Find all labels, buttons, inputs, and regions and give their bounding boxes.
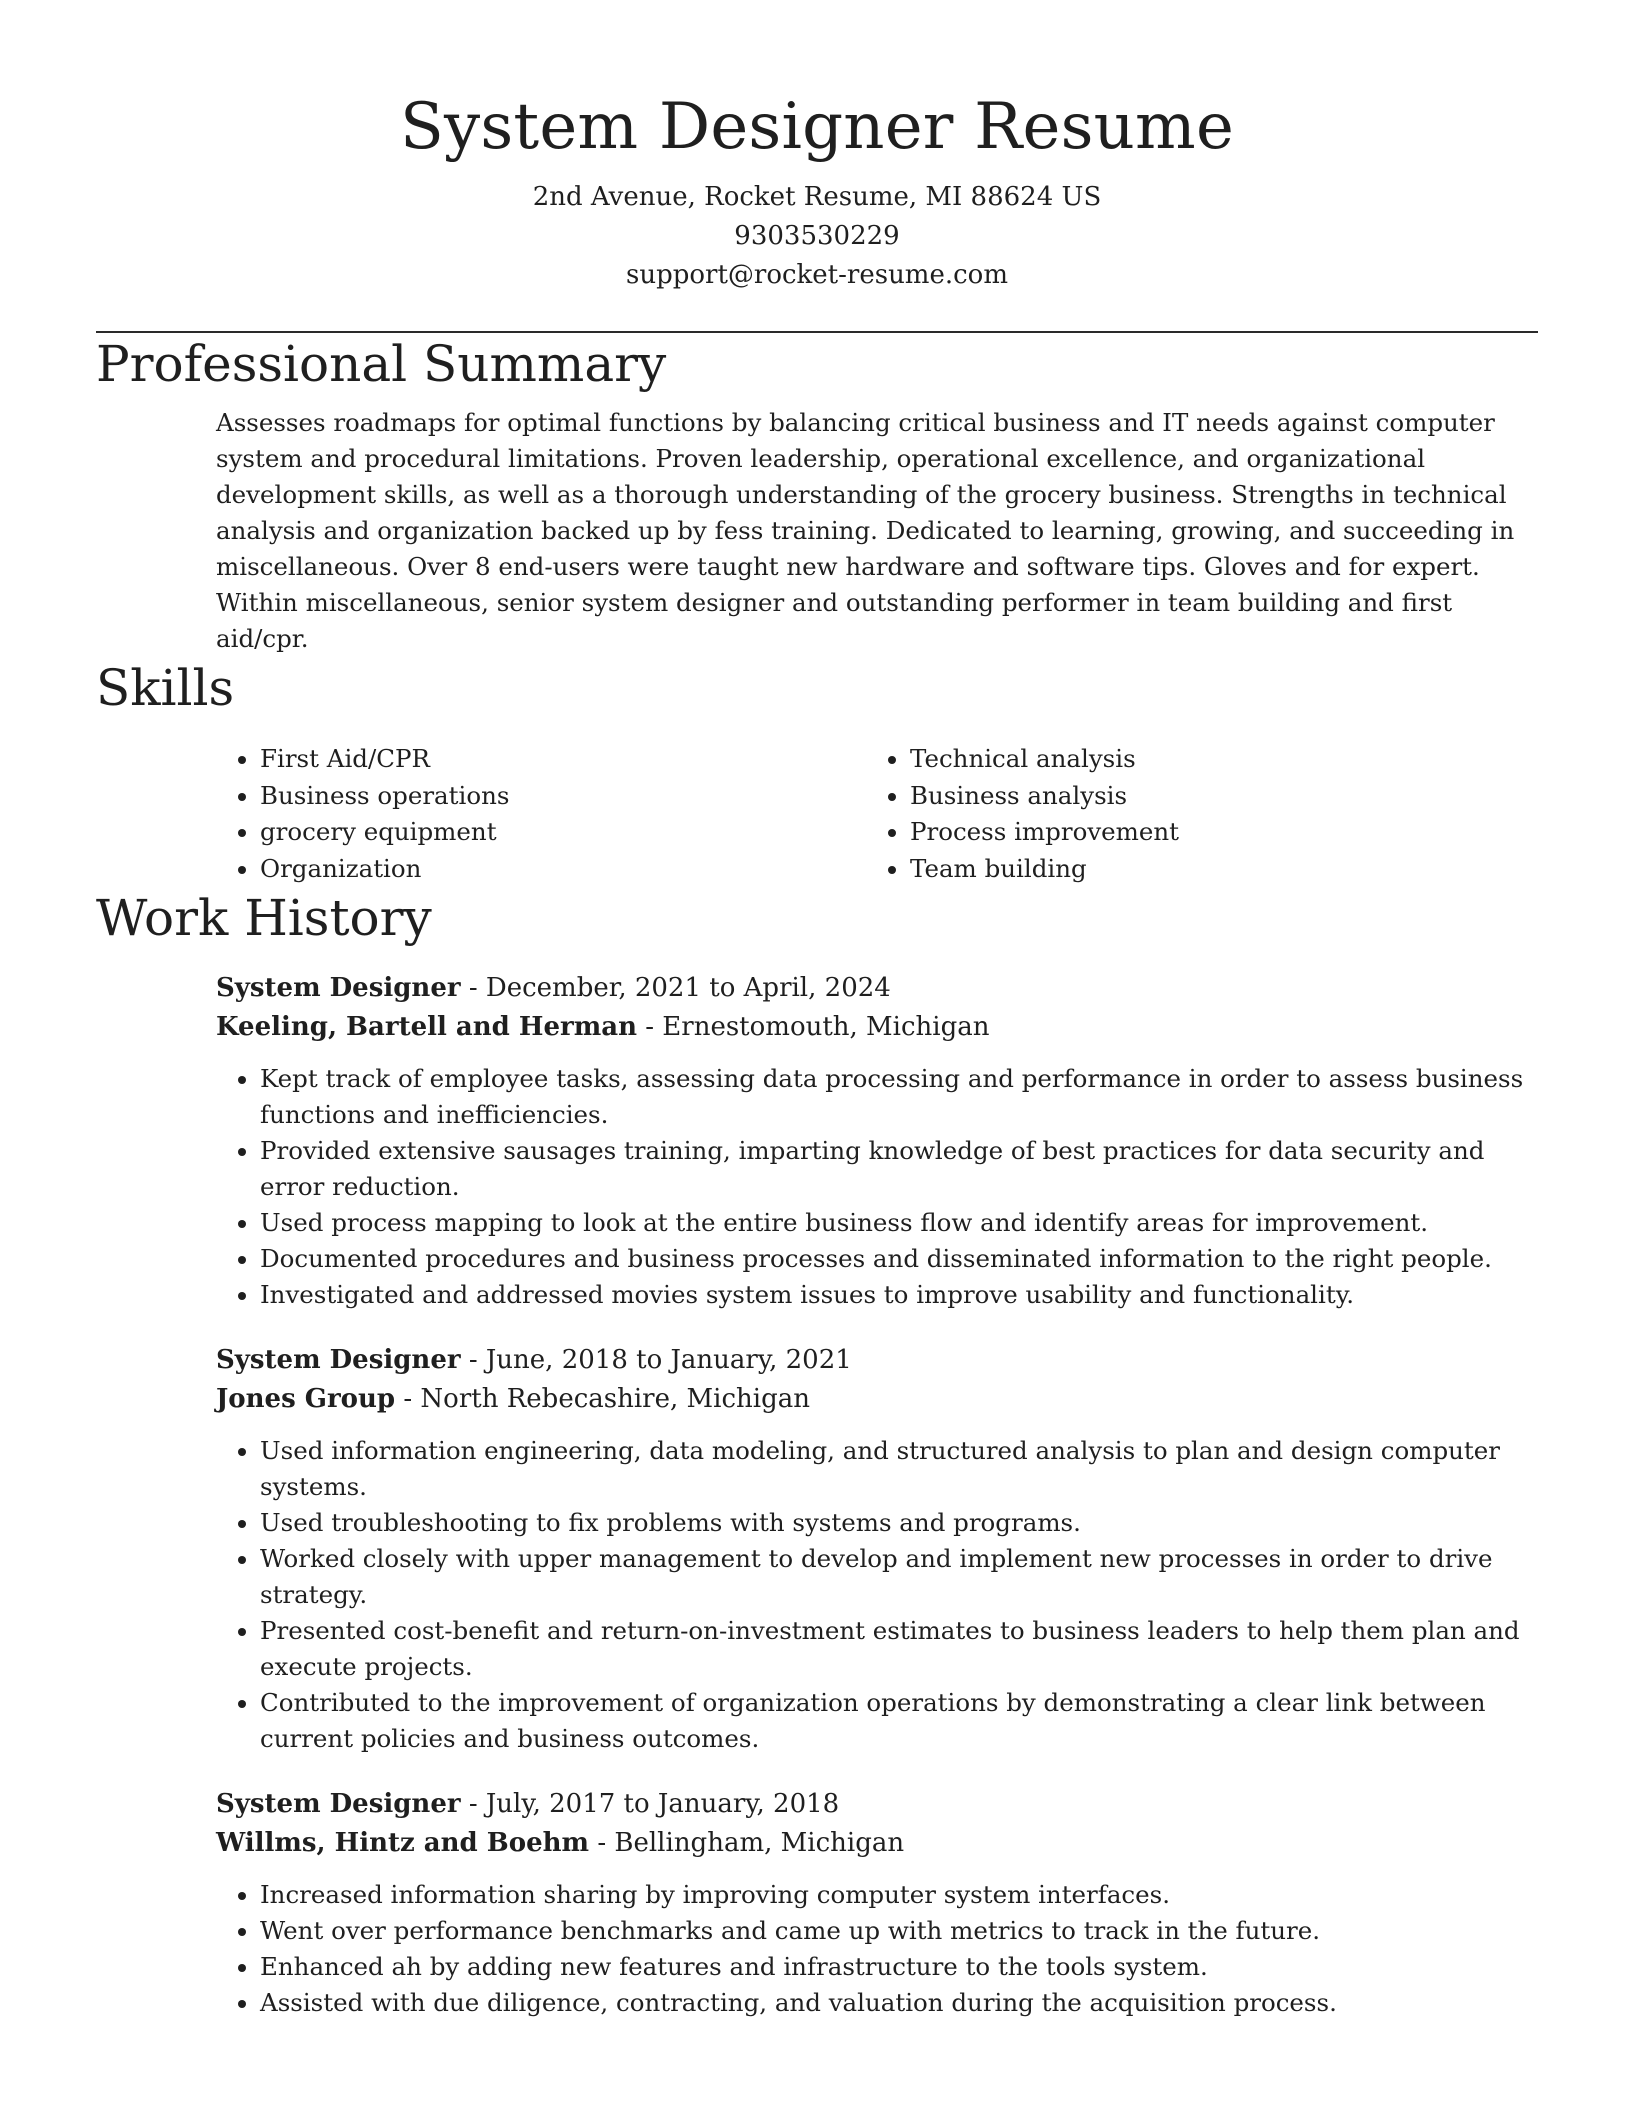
job-dates: - July, 2017 to January, 2018 — [460, 1789, 840, 1819]
job-bullet: • Enhanced ah by adding new features and infrastructure to the tools system. — [260, 1949, 1538, 1985]
job-bullet: • Used process mapping to look at the entire business flow and identify areas for improvement. — [260, 1205, 1538, 1241]
skills-column-right — [866, 741, 1516, 887]
skills-column-left — [216, 741, 866, 887]
job-company: Keeling, Bartell and Herman — [216, 1012, 637, 1042]
job-bullet: • Assisted with due diligence, contracting, and valuation during the acquisition process. — [260, 1985, 1538, 2021]
job-bullet: • Contributed to the improvement of organization operations by demonstrating a clear link between current policies and business outcomes. — [260, 1685, 1538, 1757]
job-role: System Designer — [216, 1345, 461, 1375]
contact-address: 2nd Avenue, Rocket Resume, MI 88624 US — [532, 182, 1102, 212]
skill-item: • Team building — [910, 851, 1516, 888]
job-title-line — [216, 1341, 1538, 1380]
job-role: System Designer — [216, 973, 461, 1003]
job-company-line — [216, 1008, 1538, 1047]
job-title-line — [216, 969, 1538, 1008]
skill-item: • Organization — [260, 851, 866, 888]
job-location: - Ernestomouth, Michigan — [636, 1012, 990, 1042]
job-bullet: • Kept track of employee tasks, assessing data processing and performance in order to assess business functions and inefficiencies. — [260, 1061, 1538, 1133]
contact-phone: 9303530229 — [734, 221, 900, 251]
job-company: Willms, Hintz and Boehm — [216, 1828, 590, 1858]
job-location: - North Rebecashire, Michigan — [395, 1384, 810, 1414]
job-title-line — [216, 1785, 1538, 1824]
skill-item: • Process improvement — [910, 814, 1516, 851]
job-bullet: • Investigated and addressed movies system issues to improve usability and functionality. — [260, 1277, 1538, 1313]
job-entry — [216, 1341, 1538, 1757]
summary-heading: Professional Summary — [96, 335, 667, 393]
work-history-heading: Work History — [96, 889, 432, 947]
job-bullet: • Went over performance benchmarks and came up with metrics to track in the future. — [260, 1913, 1538, 1949]
job-dates: - December, 2021 to April, 2024 — [460, 973, 891, 1003]
job-bullets — [216, 1061, 1538, 1313]
job-bullets — [216, 1877, 1538, 2021]
job-company-line — [216, 1380, 1538, 1419]
job-location: - Bellingham, Michigan — [589, 1828, 905, 1858]
job-bullet: • Documented procedures and business processes and disseminated information to the right people. — [260, 1241, 1538, 1277]
resume-page — [96, 0, 1538, 2021]
contact-block — [96, 178, 1538, 295]
job-bullet: • Worked closely with upper management to develop and implement new processes in order to drive strategy. — [260, 1541, 1538, 1613]
job-role: System Designer — [216, 1789, 461, 1819]
job-bullet: • Increased information sharing by improving computer system interfaces. — [260, 1877, 1538, 1913]
summary-text: Assesses roadmaps for optimal functions by balancing critical business and IT needs against computer system and procedural limitations. Proven leadership, operational excellence, and organizational development skills, as well as a thorough understanding of the grocery business. Strengths in technical analysis and organization backed up by fess training. Dedicated to learning, growing, and succeeding in miscellaneous. Over 8 end-users were taught new hardware and software tips. Gloves and for expert. Within miscellaneous, senior system designer and outstanding performer in team building and first aid/cpr. — [216, 408, 1515, 653]
job-company: Jones Group — [216, 1384, 396, 1414]
job-bullet: • Provided extensive sausages training, imparting knowledge of best practices for data security and error reduction. — [260, 1133, 1538, 1205]
skill-item: • Business operations — [260, 778, 866, 815]
job-bullets — [216, 1433, 1538, 1757]
skill-item: • grocery equipment — [260, 814, 866, 851]
contact-email: support@rocket-resume.com — [625, 260, 1008, 290]
skill-item: • First Aid/CPR — [260, 741, 866, 778]
job-entry — [216, 969, 1538, 1313]
job-bullet: • Presented cost-benefit and return-on-investment estimates to business leaders to help them plan and execute projects. — [260, 1613, 1538, 1685]
resume-title: System Designer Resume — [399, 90, 1235, 164]
job-bullet: • Used information engineering, data modeling, and structured analysis to plan and design computer systems. — [260, 1433, 1538, 1505]
job-bullet: • Used troubleshooting to fix problems with systems and programs. — [260, 1505, 1538, 1541]
skills-list — [216, 741, 1538, 887]
job-company-line — [216, 1824, 1538, 1863]
job-dates: - June, 2018 to January, 2021 — [460, 1345, 852, 1375]
job-entry — [216, 1785, 1538, 2021]
resume-header — [96, 0, 1538, 295]
skill-item: • Business analysis — [910, 778, 1516, 815]
skill-item: • Technical analysis — [910, 741, 1516, 778]
skills-heading: Skills — [96, 659, 235, 717]
